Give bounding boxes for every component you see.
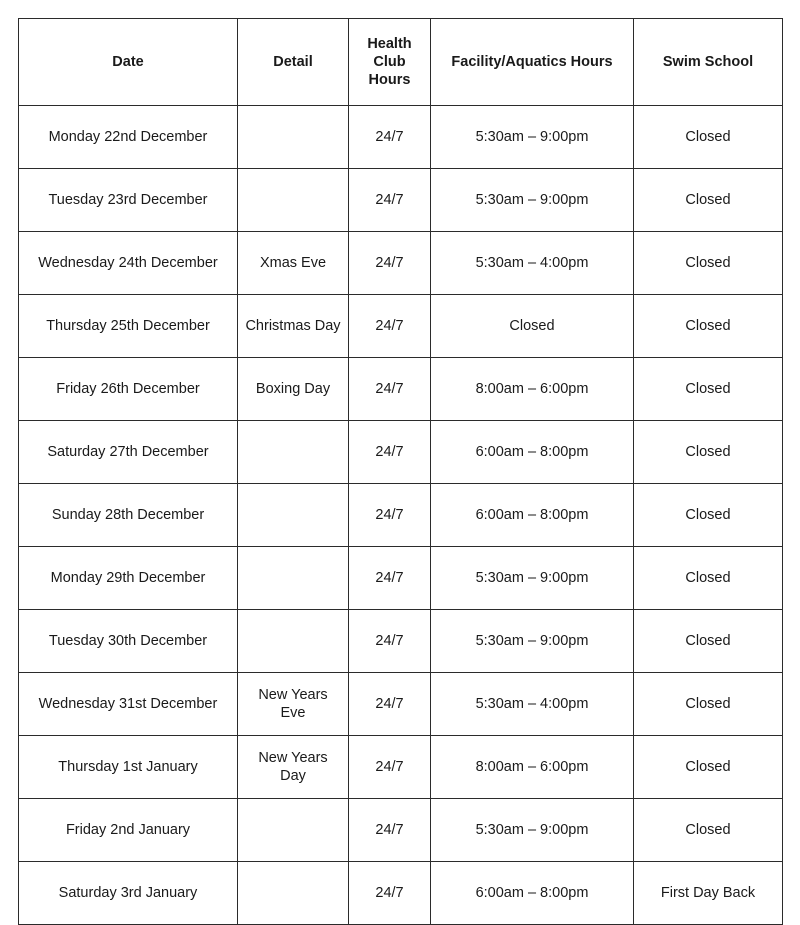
cell-swim-school: Closed <box>634 736 783 799</box>
cell-swim-school: Closed <box>634 673 783 736</box>
cell-health-club-hours: 24/7 <box>349 547 431 610</box>
cell-facility-hours: 8:00am – 6:00pm <box>431 736 634 799</box>
table-row <box>19 610 783 673</box>
cell-swim-school: Closed <box>634 547 783 610</box>
cell-date: Friday 2nd January <box>19 799 238 862</box>
table-row <box>19 484 783 547</box>
cell-health-club-hours: 24/7 <box>349 358 431 421</box>
table-row <box>19 169 783 232</box>
table-header-row <box>19 19 783 106</box>
cell-swim-school: Closed <box>634 106 783 169</box>
cell-detail: New Years Eve <box>238 673 349 736</box>
cell-facility-hours: 6:00am – 8:00pm <box>431 484 634 547</box>
table-row <box>19 799 783 862</box>
cell-swim-school: Closed <box>634 799 783 862</box>
cell-date: Wednesday 31st December <box>19 673 238 736</box>
cell-health-club-hours: 24/7 <box>349 106 431 169</box>
cell-swim-school: First Day Back <box>634 862 783 925</box>
table-row <box>19 673 783 736</box>
column-header-health-club-hours: Health Club Hours <box>349 19 431 106</box>
cell-health-club-hours: 24/7 <box>349 610 431 673</box>
cell-facility-hours: 5:30am – 9:00pm <box>431 799 634 862</box>
cell-health-club-hours: 24/7 <box>349 484 431 547</box>
cell-health-club-hours: 24/7 <box>349 421 431 484</box>
cell-date: Thursday 25th December <box>19 295 238 358</box>
table-row <box>19 862 783 925</box>
cell-date: Wednesday 24th December <box>19 232 238 295</box>
holiday-hours-table <box>18 18 783 925</box>
cell-facility-hours: 5:30am – 9:00pm <box>431 610 634 673</box>
cell-detail <box>238 610 349 673</box>
cell-health-club-hours: 24/7 <box>349 169 431 232</box>
cell-facility-hours: 6:00am – 8:00pm <box>431 862 634 925</box>
column-header-detail: Detail <box>238 19 349 106</box>
cell-date: Saturday 27th December <box>19 421 238 484</box>
cell-date: Tuesday 23rd December <box>19 169 238 232</box>
cell-swim-school: Closed <box>634 358 783 421</box>
table-row <box>19 421 783 484</box>
cell-facility-hours: Closed <box>431 295 634 358</box>
cell-detail: Boxing Day <box>238 358 349 421</box>
table-row <box>19 106 783 169</box>
cell-date: Friday 26th December <box>19 358 238 421</box>
cell-date: Sunday 28th December <box>19 484 238 547</box>
cell-facility-hours: 5:30am – 9:00pm <box>431 106 634 169</box>
cell-detail: Christmas Day <box>238 295 349 358</box>
table-row <box>19 358 783 421</box>
cell-facility-hours: 5:30am – 4:00pm <box>431 232 634 295</box>
cell-swim-school: Closed <box>634 484 783 547</box>
cell-facility-hours: 5:30am – 9:00pm <box>431 169 634 232</box>
cell-date: Saturday 3rd January <box>19 862 238 925</box>
cell-swim-school: Closed <box>634 610 783 673</box>
table-row <box>19 547 783 610</box>
cell-health-club-hours: 24/7 <box>349 736 431 799</box>
cell-date: Monday 22nd December <box>19 106 238 169</box>
cell-detail <box>238 799 349 862</box>
cell-detail: New Years Day <box>238 736 349 799</box>
cell-date: Thursday 1st January <box>19 736 238 799</box>
column-header-swim-school: Swim School <box>634 19 783 106</box>
cell-health-club-hours: 24/7 <box>349 232 431 295</box>
cell-detail <box>238 484 349 547</box>
cell-facility-hours: 5:30am – 4:00pm <box>431 673 634 736</box>
cell-detail <box>238 421 349 484</box>
cell-facility-hours: 6:00am – 8:00pm <box>431 421 634 484</box>
cell-detail <box>238 862 349 925</box>
cell-swim-school: Closed <box>634 169 783 232</box>
cell-swim-school: Closed <box>634 421 783 484</box>
cell-health-club-hours: 24/7 <box>349 295 431 358</box>
cell-date: Tuesday 30th December <box>19 610 238 673</box>
table-row <box>19 736 783 799</box>
cell-facility-hours: 8:00am – 6:00pm <box>431 358 634 421</box>
column-header-date: Date <box>19 19 238 106</box>
cell-detail <box>238 547 349 610</box>
table-row <box>19 295 783 358</box>
cell-date: Monday 29th December <box>19 547 238 610</box>
cell-swim-school: Closed <box>634 295 783 358</box>
table-row <box>19 232 783 295</box>
cell-detail <box>238 106 349 169</box>
cell-health-club-hours: 24/7 <box>349 673 431 736</box>
cell-detail <box>238 169 349 232</box>
cell-detail: Xmas Eve <box>238 232 349 295</box>
cell-health-club-hours: 24/7 <box>349 862 431 925</box>
cell-health-club-hours: 24/7 <box>349 799 431 862</box>
column-header-facility-aquatics-hours: Facility/Aquatics Hours <box>431 19 634 106</box>
table-header <box>19 19 783 106</box>
table-body <box>19 106 783 925</box>
cell-facility-hours: 5:30am – 9:00pm <box>431 547 634 610</box>
cell-swim-school: Closed <box>634 232 783 295</box>
